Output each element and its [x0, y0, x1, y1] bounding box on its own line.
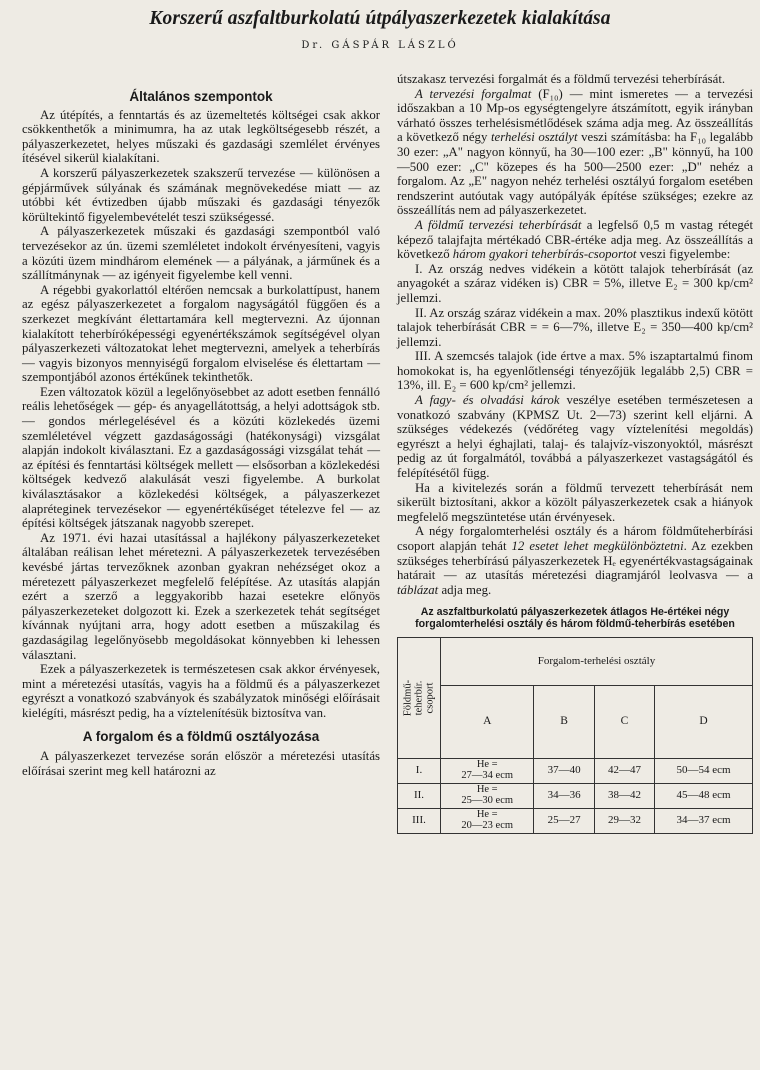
paragraph: Az 1971. évi hazai utasítással a hajlékony pályaszerkezeteket általában reálisan lehet méretezni. A pályaszerkezetek tervezésében kevésbé jártas tervezőknek azonban gyakran nehézséget okoz a méretezett pályaszerkezet megfelelő felépítése. Az utasítás alapján ezért a szerző a leggyakoribb hazai esetekre előnyös pályaszerkezeteket dolgozott ki. Ezek a szerkezetek tehát segítséget kívánnak nyújtani arra, hogy adott esetben a műszakilag és gazdaságilag legelőnyösebb megoldásokat könnyebben ki lehessen választani. — [22, 530, 380, 662]
paragraph: Ha a kivitelezés során a földmű tervezett teherbírását nem sikerült biztosítani, akkor a közölt pályaszerkezetek csak a hiányok megfelelő megszüntetése után érvényesek. — [397, 480, 753, 524]
text: . Az ezekben szükséges teherbírású pályaszerkezetek Hₑ egyenértékvastagságainak határait — az utasítás méretezési diagramjáról leolvasva — a — [397, 539, 753, 583]
he-value: 20—23 ecm — [461, 819, 514, 831]
section-heading-traffic: A forgalom és a földmű osztályozása — [82, 728, 320, 744]
paragraph: III. A szemcsés talajok (ide értve a max. 5% iszaptartalmú finom homokokat is, ha egyenlőtlenségi tényezőjük legalább 2,5) CBR = 13%, ill. E₂ = 600 kp/cm² jellemzi. — [397, 349, 753, 393]
paragraph — [397, 524, 753, 597]
row-label: II. — [398, 783, 441, 808]
text: veszélye esetében természetesen a vonatkozó szabvány (KPMSZ Ut. 2—73) szerint kell eljárni. A szükséges védekezés (védőréteg vagy víztelenítési megoldás) egyrészt a helyi éghajlati, talaj- és talajvíz-viszonyoktól, másrészt pedig az út forgalmától, továbbá a pályaszerkezet vastagságától és felépítésétől függ. — [397, 393, 753, 481]
paragraph: Az útépítés, a fenntartás és az üzemeltetés költségei csak akkor csökkenthetők a minimumra, ha az utak legköltségesebb részét, a pályaszerkezetet, helyes műszaki és gazdasági szemlélet érvényes ítésével sikerül kialakítani. — [22, 107, 380, 166]
emphasis: 12 esetet lehet megkülönböztetni — [511, 539, 684, 553]
table-cell: 37—40 — [534, 758, 594, 783]
he-prefix: He = — [476, 784, 498, 796]
paragraph: II. Az ország száraz vidékein a max. 20% plasztikus indexű kötött talajok teherbírását CBR = = 6—7%, illetve E₂ = 350—400 kp/cm² jellemzi. — [397, 305, 753, 349]
text: veszi figyelembe: — [636, 247, 731, 262]
paragraph — [397, 87, 753, 218]
table-cell — [441, 783, 534, 808]
paragraph: A pályaszerkezet tervezése során először a méretezési utasítás előírásai szerint meg kell határozni az — [22, 749, 380, 778]
row-label: I. — [398, 758, 441, 783]
he-value: 27—34 ecm — [461, 769, 514, 781]
column-header: C — [594, 685, 654, 758]
text: veszi számításba: ha F₁₀ legalább 30 ezer: „A" nagyon könnyű, ha 30—100 ezer: „B" könnyű, ha 100—500 ezer: „C" közepes és ha 500—2500 ezer: „D" nehéz a forgalom. Az „E" nagyon nehéz terhelési osztályú forgalom esetében rendszerint autóutak vagy autópályák építése szükséges; ezekre az összeállítás nem ad pályaszerkezetet. — [397, 130, 753, 218]
row-label: III. — [398, 808, 441, 833]
table-cell: 45—48 ecm — [655, 783, 753, 808]
column-header: D — [655, 685, 753, 758]
emphasis: terhelési osztályt — [490, 130, 578, 145]
table-cell: 34—36 — [534, 783, 594, 808]
text: A négy forgalomterhelési osztály és a három földműteherbírási csoport alapján tehát — [397, 524, 753, 553]
table-cell: 34—37 ecm — [655, 808, 753, 833]
paragraph: útszakasz tervezési forgalmát és a földmű tervezési teherbírását. — [397, 72, 726, 86]
text: (F₁₀) — mint ismeretes — a tervezési időszakban a 10 Mp-os egységtengelyre átszámított, egyik irányban várható összes terhelésismétlődések száma adja meg. Az összeállítás a következő négy — [397, 86, 753, 145]
table-cell: 38—42 — [594, 783, 654, 808]
text: adja meg. — [438, 582, 492, 597]
section-heading-general: Általános szempontok — [129, 89, 273, 104]
paragraph: A régebbi gyakorlattól eltérően nemcsak a burkolattípust, hanem az egész pályaszerkezetet a forgalom nagyságától függően és a szerkezet megkívánt élettartamára kell megtervezni. Az újonnan kialakított teherbíróképességi egyenértékszámok segítségével olyan pályaszerkezeti változatokat lehet megtervezni, amelyek a teherbírás — vagyis bizonyos mennyiségű forgalom elviselése és élettartam — szempontjából azonos értékűnek tekinthetők. — [22, 282, 380, 385]
left-column — [22, 90, 380, 778]
he-prefix: He = — [476, 809, 498, 821]
emphasis: három gyakori teherbírás-csoportot — [452, 247, 637, 262]
table-cell: 25—27 — [534, 808, 594, 833]
article-title: Korszerű aszfaltburkolatú útpályaszerkezetek kialakítása — [149, 8, 611, 29]
table-cell: 29—32 — [594, 808, 654, 833]
text: a legfelső 0,5 m vastag rétegét képező talajfajta mértékadó CBR-értéke adja meg. Az összeállítás a következő — [397, 217, 754, 262]
table-cell: 50—54 ecm — [655, 758, 753, 783]
paragraph: A pályaszerkezetek műszaki és gazdasági szempontból való tervezésekor az ún. üzemi szemléletet indokolt érvényesíteni, vagyis a közúti üzem mindhárom elemének — a pályának, a járműnek és a szállítmánynak — az igényeit figyelembe kell venni. — [22, 224, 380, 283]
emphasis: A fagy- és olvadási károk — [415, 393, 560, 408]
emphasis: táblázat — [397, 582, 439, 597]
column-header: A — [441, 685, 534, 758]
table-cell: 42—47 — [594, 758, 654, 783]
column-group-header: Forgalom-terhelési osztály — [441, 637, 753, 685]
right-column — [397, 72, 753, 834]
paragraph: Ezen változatok közül a legelőnyösebbet az adott esetben fennálló reális lehetőségek — gép- és anyagellátottság, a helyi adottságok stb. — gondos mérlegelésével és a közúti közlekedés üzemi szemléletével végzett gazdaságossági (hatékonysági) vizsgálat alapján indokolt kiválasztani. Ez a gazdaságossági vizsgálat tehát — az építési és fenntartási költségek mellett — elsősorban a közlekedési költségek kedvező alakulását veszi figyelembe. A burkolat kiválasztásakor a közlekedési költségek, a pályaszerkezet alapréteginek tervezésekor — egyenértékűséget tételezve fel — az építési költségek játszanak nagyobb szerepet. — [22, 384, 380, 531]
column-header: B — [534, 685, 594, 758]
table-cell — [441, 808, 534, 833]
he-value: 25—30 ecm — [461, 794, 514, 806]
article-author: Dr. GÁSPÁR LÁSZLÓ — [301, 40, 459, 51]
paragraph: I. Az ország nedves vidékein a kötött talajok teherbírását (az anyagokét a száraz vidéken is) CBR = 5%, illetve E₂ = 300 kp/cm² jellemzi. — [397, 261, 753, 305]
table-cell — [441, 758, 534, 783]
table-caption: Az aszfaltburkolatú pályaszerkezetek átlagos He-értékei négy forgalomterhelési osztály és három földmű-teherbírás esetében — [415, 606, 735, 630]
emphasis: A földmű tervezési teherbírását — [415, 217, 582, 232]
he-values-table — [397, 637, 753, 834]
paragraph — [397, 393, 753, 481]
he-prefix: He = — [476, 759, 498, 771]
paragraph — [397, 218, 753, 262]
emphasis: A tervezési forgalmat — [415, 86, 532, 101]
paragraph: A korszerű pályaszerkezetek szakszerű tervezése — különösen a gépjárművek súlyának és számának megnövekedése miatt — az utóbbi két évtizedben újabb műszaki és gazdasági tényezők körültekintő figyelembevételét teszi szükségessé. — [22, 165, 380, 224]
paragraph: Ezek a pályaszerkezetek is természetesen csak akkor érvényesek, mint a méretezési utasítás, vagyis ha a földmű és a pályaszerkezet egyrészt a vonatkozó szabványok és szabályzatok minőségi előírásait kielégíti, másrészt pedig, ha a víztelenítésük biztosítva van. — [22, 662, 380, 720]
row-header-cell — [398, 637, 441, 758]
row-header-label: Földmű- teherbír. csoport — [402, 679, 436, 716]
